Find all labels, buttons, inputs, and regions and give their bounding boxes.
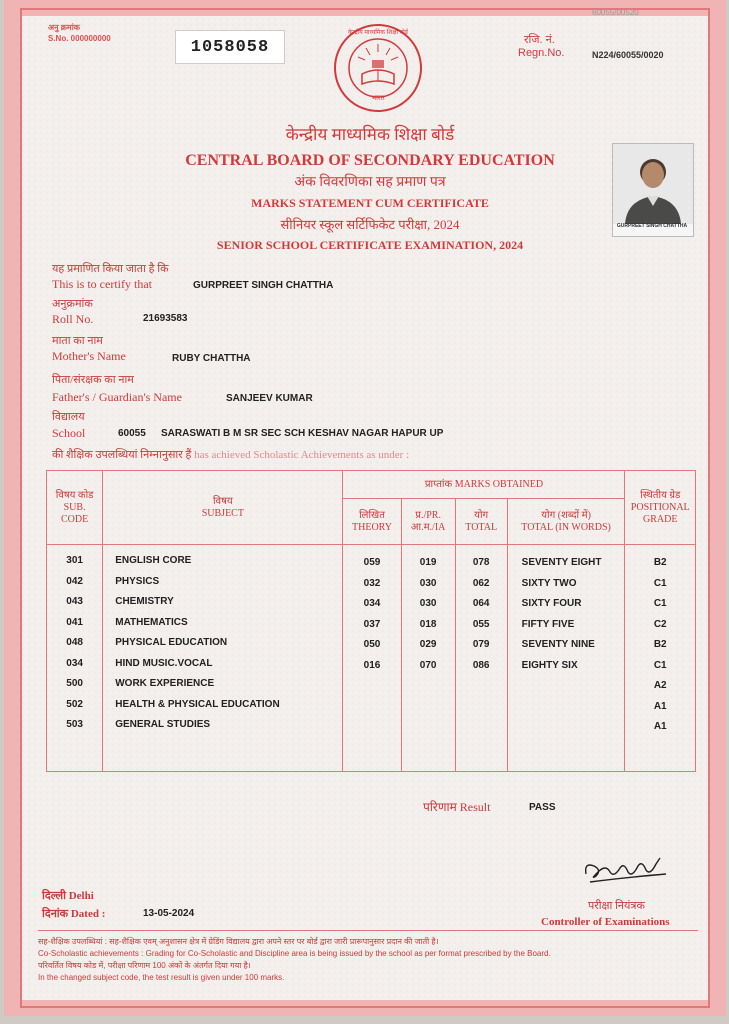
- total-mark: 079: [472, 639, 490, 650]
- grade-column: [625, 545, 696, 772]
- marks-body-row: [47, 545, 696, 772]
- result-english: Result: [459, 800, 491, 814]
- exam-name-english: SENIOR SCHOOL CERTIFICATE EXAMINATION, 2024: [216, 238, 524, 252]
- school-hindi: विद्यालय: [52, 411, 85, 423]
- marks-header-english: MARKS OBTAINED: [454, 478, 544, 490]
- certify-hindi: यह प्रमाणित किया जाता है कि: [52, 263, 169, 275]
- footnote-2: Co-Scholastic achievements : Grading for Co-Scholastic and Discipline area is being issued by the school as per format prescribed by the Board.: [38, 949, 551, 958]
- words-header-english: TOTAL (IN WORDS): [521, 521, 611, 533]
- theory-mark: 050: [363, 639, 381, 650]
- col-grade-header: [625, 471, 696, 545]
- achievements-english: has achieved Scholastic Achievements as under :: [194, 449, 410, 461]
- mother-name: RUBY CHATTHA: [172, 353, 251, 364]
- subject-code: 034: [66, 657, 83, 669]
- dated-english: Dated :: [70, 908, 106, 920]
- theory-mark: 034: [363, 598, 381, 609]
- subject-name: GENERAL STUDIES: [115, 719, 211, 730]
- footnote-3: परिवर्तित विषय कोड में, परीक्षा परिणाम 100 अंकों के अंतर्गत दिया गया है।: [38, 961, 251, 970]
- result-hindi: परिणाम: [423, 800, 457, 814]
- col-subject-header: [103, 471, 343, 545]
- total-column: [455, 545, 507, 772]
- serial-stamp: [48, 22, 111, 44]
- col-total-header: [455, 499, 507, 545]
- subject-name: WORK EXPERIENCE: [115, 678, 215, 689]
- regn-number: N224/60055/0020: [592, 50, 664, 60]
- subject-name: HEALTH & PHYSICAL EDUCATION: [115, 698, 280, 710]
- code-header-english: SUB. CODE: [60, 501, 89, 525]
- marks-obtained-header: [343, 471, 625, 499]
- board-name-hindi: केन्द्रीय माध्यमिक शिक्षा बोर्ड: [285, 125, 455, 144]
- subject-code: 041: [66, 616, 83, 628]
- total-words: EIGHTY SIX: [521, 659, 578, 671]
- subject-name: ENGLISH CORE: [115, 555, 192, 566]
- place-english: Delhi: [68, 890, 94, 902]
- mother-english: Mother's Name: [52, 349, 126, 363]
- subject-code: 503: [66, 719, 83, 730]
- school-code: 60055: [118, 428, 146, 439]
- controller-hindi: परीक्षा नियंत्रक: [588, 900, 645, 912]
- grade-header-hindi: स्थितीय ग्रेड: [640, 489, 681, 501]
- exam-name-hindi: सीनियर स्कूल सर्टिफिकेट परीक्षा, 2024: [280, 217, 460, 232]
- footnote-1: सह-शैक्षिक उपलब्धियां : सह-शैक्षिक एवम् अनुशासन क्षेत्र में ग्रेडिंग विद्यालय द्वारा अपने स्तर पर बोर्ड द्वारा जारी प्रारूपानुसार प्रदान की जाती है।: [38, 937, 439, 946]
- header-row-1: [47, 471, 696, 499]
- regn-label-block: [518, 34, 564, 60]
- cert-title-hindi: अंक विवरणिका सह प्रमाण पत्र: [294, 175, 446, 190]
- prac-header-line2: आ.म./IA: [410, 521, 446, 533]
- serial-number: 1058058: [175, 30, 285, 64]
- mother-hindi: माता का नाम: [52, 335, 103, 347]
- roll-english: Roll No.: [52, 312, 94, 326]
- theory-mark: 016: [363, 659, 381, 671]
- controller-english: Controller of Examinations: [541, 916, 670, 928]
- total-mark: 055: [472, 618, 490, 630]
- total-header-english: TOTAL: [465, 521, 498, 533]
- prac-mark: 030: [419, 598, 437, 609]
- regn-hindi: रजि. नं.: [524, 34, 555, 46]
- marks-table: [46, 470, 696, 772]
- student-silhouette: [613, 144, 693, 224]
- stamp-line2: S.No. 000000000: [48, 34, 111, 43]
- theory-header-hindi: लिखित: [359, 509, 385, 521]
- achievements-hindi: की शैक्षिक उपलब्धियां निम्नानुसार हैं: [52, 449, 192, 461]
- theory-column: [343, 545, 401, 772]
- words-column: [507, 545, 625, 772]
- grade-header-english: POSITIONAL GRADE: [630, 501, 690, 525]
- subject-code: 048: [66, 637, 83, 648]
- dated-value: 13-05-2024: [143, 908, 195, 919]
- grade: B2: [653, 639, 667, 650]
- footnote-4: In the changed subject code, the test result is given under 100 marks.: [38, 973, 285, 982]
- col-prac-header: [401, 499, 455, 545]
- prac-header-line1: प्र./PR.: [415, 509, 441, 521]
- marks-header-hindi: प्राप्तांक: [424, 478, 453, 490]
- total-header-hindi: योग: [474, 509, 489, 521]
- regn-label: Regn.No.: [518, 47, 565, 59]
- code-column: [47, 545, 103, 772]
- father-hindi: पिता/संरक्षक का नाम: [52, 374, 134, 386]
- total-mark: 062: [472, 577, 490, 589]
- top-code: 60055/00520: [592, 8, 639, 17]
- total-mark: 086: [472, 659, 490, 671]
- total-words: FIFTY FIVE: [521, 618, 575, 630]
- total-words: SEVENTY NINE: [521, 639, 595, 650]
- prac-mark: 030: [419, 577, 437, 589]
- words-header-hindi: योग (शब्दों में): [541, 509, 591, 521]
- board-name-english: CENTRAL BOARD OF SECONDARY EDUCATION: [185, 152, 555, 169]
- subject-name: PHYSICAL EDUCATION: [115, 637, 228, 648]
- total-words: SEVENTY EIGHT: [521, 557, 602, 568]
- total-mark: 078: [472, 557, 490, 568]
- theory-mark: 032: [363, 577, 381, 589]
- prac-column: [401, 545, 455, 772]
- roll-number: 21693583: [143, 313, 188, 324]
- grade: C1: [653, 598, 667, 609]
- col-words-header: [507, 499, 625, 545]
- footnotes: [38, 936, 698, 984]
- subject-name: CHEMISTRY: [115, 596, 174, 607]
- subject-name: MATHEMATICS: [115, 616, 188, 628]
- theory-header-english: THEORY: [352, 521, 393, 533]
- emblem-top-text: केन्द्रीय माध्यमिक शिक्षा बोर्ड: [348, 30, 408, 36]
- grade: B2: [653, 557, 667, 568]
- prac-mark: 070: [419, 659, 437, 671]
- dated-hindi: दिनांक: [42, 908, 69, 920]
- subject-header-english: SUBJECT: [201, 507, 244, 519]
- father-english: Father's / Guardian's Name: [52, 390, 182, 404]
- grade: A1: [653, 700, 667, 712]
- grade: C1: [653, 577, 667, 589]
- school-name: SARASWATI B M SR SEC SCH KESHAV NAGAR HAPUR UP: [161, 428, 444, 439]
- subject-name: HIND MUSIC.VOCAL: [115, 657, 213, 669]
- stamp-line1: अनु क्रमांक: [48, 23, 80, 32]
- result-value: PASS: [529, 802, 556, 813]
- emblem-bottom-text: भारत: [371, 95, 385, 102]
- subject-header-hindi: विषय: [212, 495, 233, 507]
- grade: C2: [653, 618, 667, 630]
- subject-code: 500: [66, 678, 83, 689]
- grade: A2: [653, 680, 667, 691]
- subject-code: 042: [66, 575, 83, 587]
- prac-mark: 018: [419, 618, 437, 630]
- total-words: SIXTY TWO: [521, 577, 577, 589]
- achievements-line: [52, 447, 409, 462]
- prac-mark: 029: [419, 639, 437, 650]
- total-mark: 064: [472, 598, 490, 609]
- student-name: GURPREET SINGH CHATTHA: [193, 280, 334, 291]
- subject-column: [103, 545, 343, 772]
- photo-caption: GURPREET SINGH CHATTHA: [616, 223, 688, 229]
- cert-title-english: MARKS STATEMENT CUM CERTIFICATE: [251, 196, 489, 210]
- subject-name: PHYSICS: [115, 575, 160, 587]
- place: [42, 888, 94, 903]
- theory-mark: 059: [363, 557, 381, 568]
- footnote-divider: [38, 930, 698, 931]
- father-name: SANJEEV KUMAR: [226, 393, 313, 404]
- roll-hindi: अनुक्रमांक: [52, 298, 93, 310]
- dated-label: [42, 906, 105, 921]
- prac-mark: 019: [419, 557, 437, 568]
- total-words: SIXTY FOUR: [521, 598, 582, 609]
- col-theory-header: [343, 499, 401, 545]
- place-hindi: दिल्ली: [42, 890, 66, 902]
- subject-code: 043: [66, 596, 83, 607]
- col-code-header: [47, 471, 103, 545]
- code-header-hindi: विषय कोड: [55, 489, 94, 501]
- subject-code: 502: [66, 698, 83, 710]
- school-english: School: [52, 426, 86, 440]
- grade: C1: [653, 659, 667, 671]
- grade: A1: [653, 721, 667, 732]
- result-label: [423, 798, 490, 815]
- controller-signature: [580, 852, 670, 888]
- subject-code: 301: [66, 555, 83, 566]
- certify-english: This is to certify that: [52, 277, 152, 291]
- theory-mark: 037: [363, 618, 381, 630]
